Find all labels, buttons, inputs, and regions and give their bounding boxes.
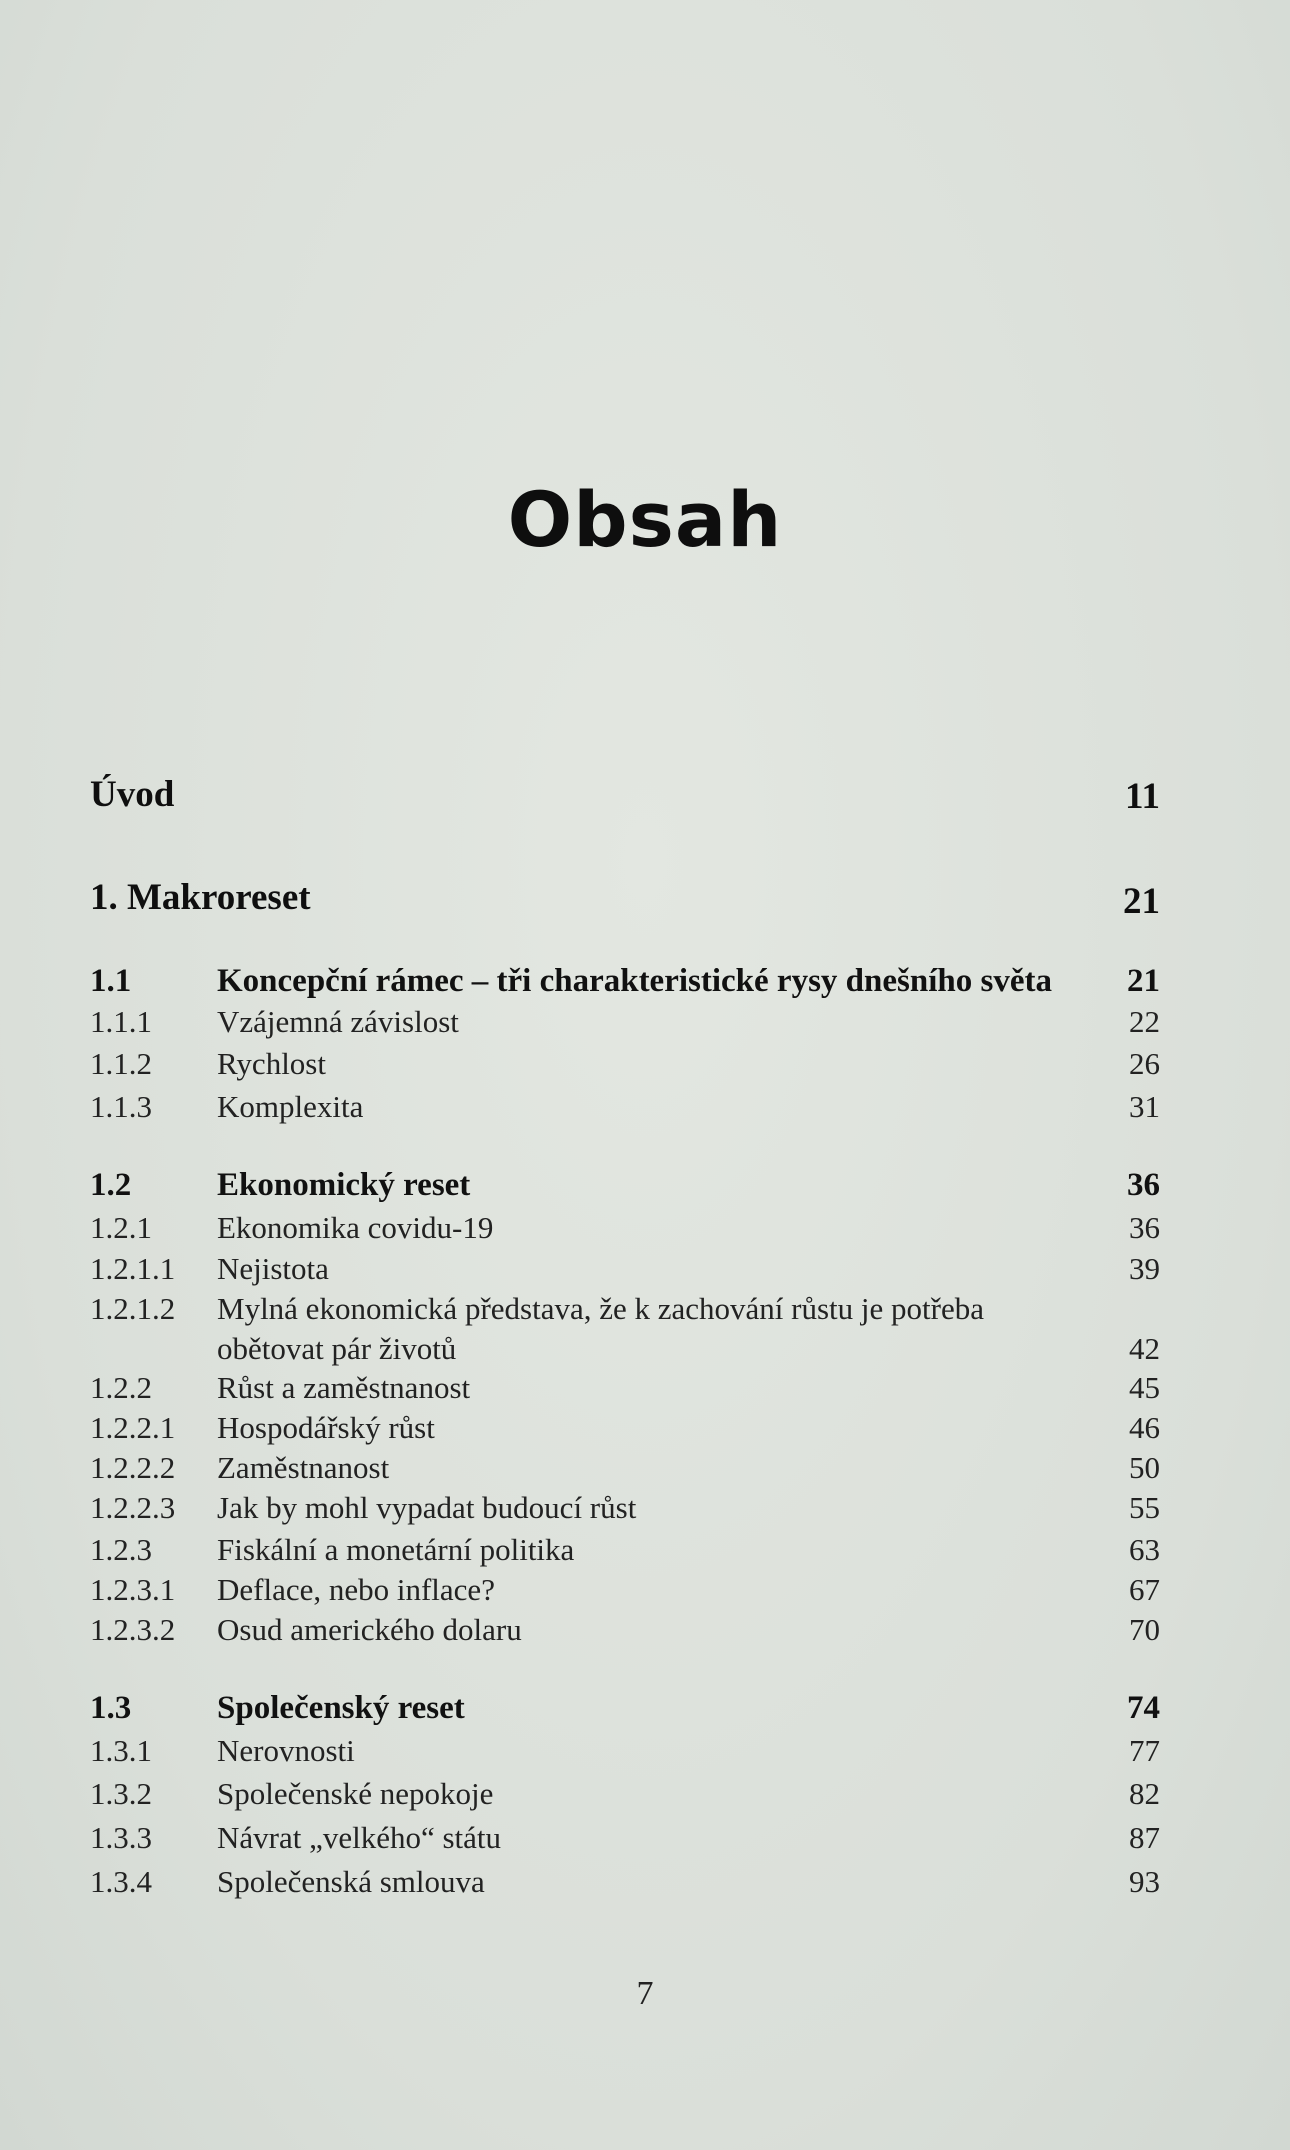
toc-entry-1-3-3[interactable] — [90, 1818, 1160, 1858]
toc-entry-title: Ekonomika covidu-19 — [217, 1210, 494, 1245]
toc-entry-title: Úvod — [90, 774, 175, 815]
toc-entry-makroreset[interactable] — [90, 875, 1160, 921]
toc-entry-title: Deflace, nebo inflace? — [217, 1572, 495, 1607]
toc-entry-page: 31 — [1129, 1089, 1160, 1124]
toc-entry-title: Hospodářský růst — [217, 1410, 435, 1445]
toc-entry-number: 1.2.3.2 — [90, 1612, 176, 1647]
toc-entry-page: 21 — [1127, 963, 1160, 999]
toc-entry-title: 1. Makroreset — [90, 877, 311, 918]
toc-entry-number: 1.1.2 — [90, 1046, 152, 1081]
toc-entry-page: 77 — [1129, 1733, 1160, 1768]
toc-entry-1-2-3-1[interactable] — [90, 1570, 1160, 1610]
toc-entry-number: 1.2.2.3 — [90, 1490, 176, 1525]
toc-entry-number: 1.3.2 — [90, 1776, 152, 1811]
toc-entry-uvod[interactable] — [90, 772, 1160, 818]
toc-entry-number: 1.2 — [90, 1167, 132, 1203]
toc-entry-page: 70 — [1129, 1612, 1160, 1647]
toc-entry-page: 67 — [1129, 1572, 1160, 1607]
toc-entry-title: Komplexita — [217, 1089, 364, 1124]
toc-entry-number: 1.2.2.1 — [90, 1410, 176, 1445]
toc-entry-1-2-3[interactable] — [90, 1530, 1160, 1570]
toc-entry-title: Koncepční rámec – tři charakteristické rysy dnešního světa — [217, 963, 1052, 999]
toc-entry-1-2-2-2[interactable] — [90, 1448, 1160, 1488]
toc-entry-title: Návrat „velkého“ státu — [217, 1820, 502, 1855]
toc-entry-page: 39 — [1129, 1251, 1160, 1286]
toc-entry-number: 1.1 — [90, 963, 132, 999]
toc-entry-title-continued: obětovat pár životů — [217, 1331, 457, 1366]
toc-entry-number: 1.2.2 — [90, 1370, 152, 1405]
toc-entry-page: 82 — [1129, 1776, 1160, 1811]
toc-entry-title: Růst a zaměstnanost — [217, 1370, 471, 1405]
toc-entry-title: Mylná ekonomická představa, že k zachování růstu je potřeba — [217, 1291, 984, 1326]
toc-entry-title: Fiskální a monetární politika — [217, 1532, 575, 1567]
toc-entry-1-2-2-1[interactable] — [90, 1408, 1160, 1448]
toc-entry-1-2-1-1[interactable] — [90, 1249, 1160, 1289]
toc-entry-1-3[interactable] — [90, 1687, 1160, 1729]
toc-entry-number: 1.3.1 — [90, 1733, 152, 1768]
toc-entry-page: 63 — [1129, 1532, 1160, 1567]
toc-entry-1-2-2[interactable] — [90, 1368, 1160, 1408]
toc-entry-1-2-1[interactable] — [90, 1208, 1160, 1248]
toc-entry-page: 55 — [1129, 1490, 1160, 1525]
toc-entry-number: 1.2.2.2 — [90, 1450, 176, 1485]
toc-entry-title: Vzájemná závislost — [217, 1004, 459, 1039]
toc-entry-page: 93 — [1129, 1864, 1160, 1899]
toc-entry-page: 42 — [1129, 1331, 1160, 1366]
toc-entry-number: 1.3.4 — [90, 1864, 152, 1899]
toc-entry-page: 36 — [1129, 1210, 1160, 1245]
toc-entry-1-1[interactable] — [90, 960, 1160, 1002]
toc-entry-number: 1.2.3.1 — [90, 1572, 176, 1607]
toc-entry-1-2[interactable] — [90, 1164, 1160, 1206]
toc-entry-title: Ekonomický reset — [217, 1167, 471, 1203]
toc-entry-title: Nerovnosti — [217, 1733, 355, 1768]
toc-entry-title: Nejistota — [217, 1251, 329, 1286]
toc-entry-page: 46 — [1129, 1410, 1160, 1445]
toc-entry-1-3-1[interactable] — [90, 1731, 1160, 1771]
toc-entry-title: Společenské nepokoje — [217, 1776, 494, 1811]
toc-entry-1-1-1[interactable] — [90, 1002, 1160, 1042]
toc-entry-1-3-4[interactable] — [90, 1862, 1160, 1902]
toc-entry-number: 1.2.1.2 — [90, 1291, 176, 1326]
toc-entry-page: 45 — [1129, 1370, 1160, 1405]
toc-entry-title: Společenský reset — [217, 1690, 465, 1726]
toc-entry-page: 50 — [1129, 1450, 1160, 1485]
toc-entry-1-2-3-2[interactable] — [90, 1610, 1160, 1650]
toc-entry-1-1-2[interactable] — [90, 1044, 1160, 1084]
toc-entry-page: 87 — [1129, 1820, 1160, 1855]
toc-entry-number: 1.1.1 — [90, 1004, 152, 1039]
toc-entry-page: 11 — [1125, 776, 1160, 817]
toc-entry-1-1-3[interactable] — [90, 1087, 1160, 1127]
toc-entry-page: 74 — [1127, 1690, 1160, 1726]
toc-entry-1-3-2[interactable] — [90, 1774, 1160, 1814]
toc-entry-number: 1.3 — [90, 1690, 132, 1726]
toc-entry-title: Rychlost — [217, 1046, 326, 1081]
toc-entry-number: 1.1.3 — [90, 1089, 152, 1124]
toc-entry-number: 1.3.3 — [90, 1820, 152, 1855]
toc-entry-title: Osud amerického dolaru — [217, 1612, 522, 1647]
toc-entry-1-2-1-2[interactable] — [90, 1289, 1160, 1371]
toc-entry-1-2-2-3[interactable] — [90, 1488, 1160, 1528]
toc-entry-page: 22 — [1129, 1004, 1160, 1039]
toc-entry-number: 1.2.3 — [90, 1532, 152, 1567]
toc-entry-number: 1.2.1 — [90, 1210, 152, 1245]
toc-entry-page: 26 — [1129, 1046, 1160, 1081]
page-number: 7 — [636, 1975, 654, 2012]
toc-entry-page: 21 — [1123, 881, 1160, 922]
toc-entry-page: 36 — [1127, 1167, 1160, 1203]
toc-entry-title: Zaměstnanost — [217, 1450, 390, 1485]
toc-entry-title: Společenská smlouva — [217, 1864, 485, 1899]
page-title: Obsah — [507, 475, 783, 564]
toc-entry-title: Jak by mohl vypadat budoucí růst — [217, 1490, 637, 1525]
toc-entry-number: 1.2.1.1 — [90, 1251, 176, 1286]
